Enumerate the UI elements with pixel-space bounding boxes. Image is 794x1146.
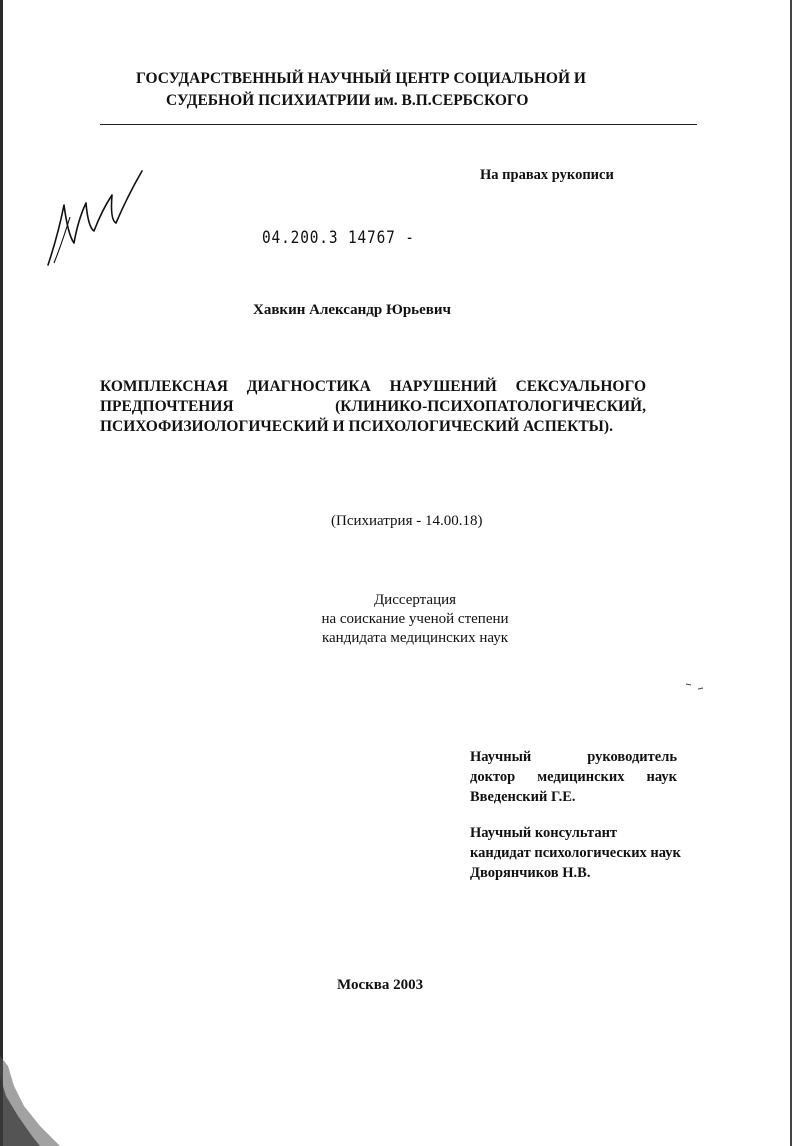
handwritten-signature (40, 165, 150, 270)
institution-line-2: СУДЕБНОЙ ПСИХИАТРИИ им. В.П.СЕРБСКОГО (166, 92, 529, 109)
title-line-3: ПСИХОФИЗИОЛОГИЧЕСКИЙ И ПСИХОЛОГИЧЕСКИЙ АСПЕКТЫ). (100, 418, 613, 435)
registration-stamp: 04.200.3 14767 - (262, 228, 415, 248)
supervisor-role: Научный руководитель (470, 749, 677, 765)
consultant-block (470, 823, 681, 883)
consultant-role: Научный консультант (470, 825, 618, 841)
title-line-2: ПРЕДПОЧТЕНИЯ (КЛИНИКО-ПСИХОПАТОЛОГИЧЕСКИЙ, (100, 398, 646, 415)
city-year: Москва 2003 (337, 977, 424, 993)
scan-corner-shadow (0, 1056, 60, 1146)
dissertation-title (100, 377, 646, 437)
dissertation-line-2: на соискание ученой степени (321, 611, 509, 627)
supervisor-block (470, 747, 677, 807)
institution-header (100, 68, 640, 112)
title-line-1: КОМПЛЕКСНАЯ ДИАГНОСТИКА НАРУШЕНИЙ СЕКСУАЛЬНОГО (100, 378, 646, 395)
header-rule (100, 124, 697, 125)
scan-edge-left (0, 0, 3, 1146)
institution-line-1: ГОСУДАРСТВЕННЫЙ НАУЧНЫЙ ЦЕНТР СОЦИАЛЬНОЙ И (136, 70, 586, 87)
scan-speck (686, 682, 706, 692)
supervisor-name: Введенский Г.Е. (470, 789, 576, 805)
consultant-name: Дворянчиков Н.В. (470, 865, 591, 881)
manuscript-rights-note: На правах рукописи (480, 167, 614, 183)
dissertation-line-3: кандидата медицинских наук (321, 630, 509, 646)
dissertation-line-1: Диссертация (373, 592, 457, 608)
specialty-code: (Психиатрия - 14.00.18) (331, 513, 483, 529)
dissertation-type (300, 591, 530, 648)
consultant-degree: кандидат психологических наук (470, 845, 681, 861)
supervisor-degree: доктор медицинских наук (470, 769, 677, 785)
scan-edge-right (790, 0, 792, 1146)
author-name: Хавкин Александр Юрьевич (253, 302, 451, 318)
